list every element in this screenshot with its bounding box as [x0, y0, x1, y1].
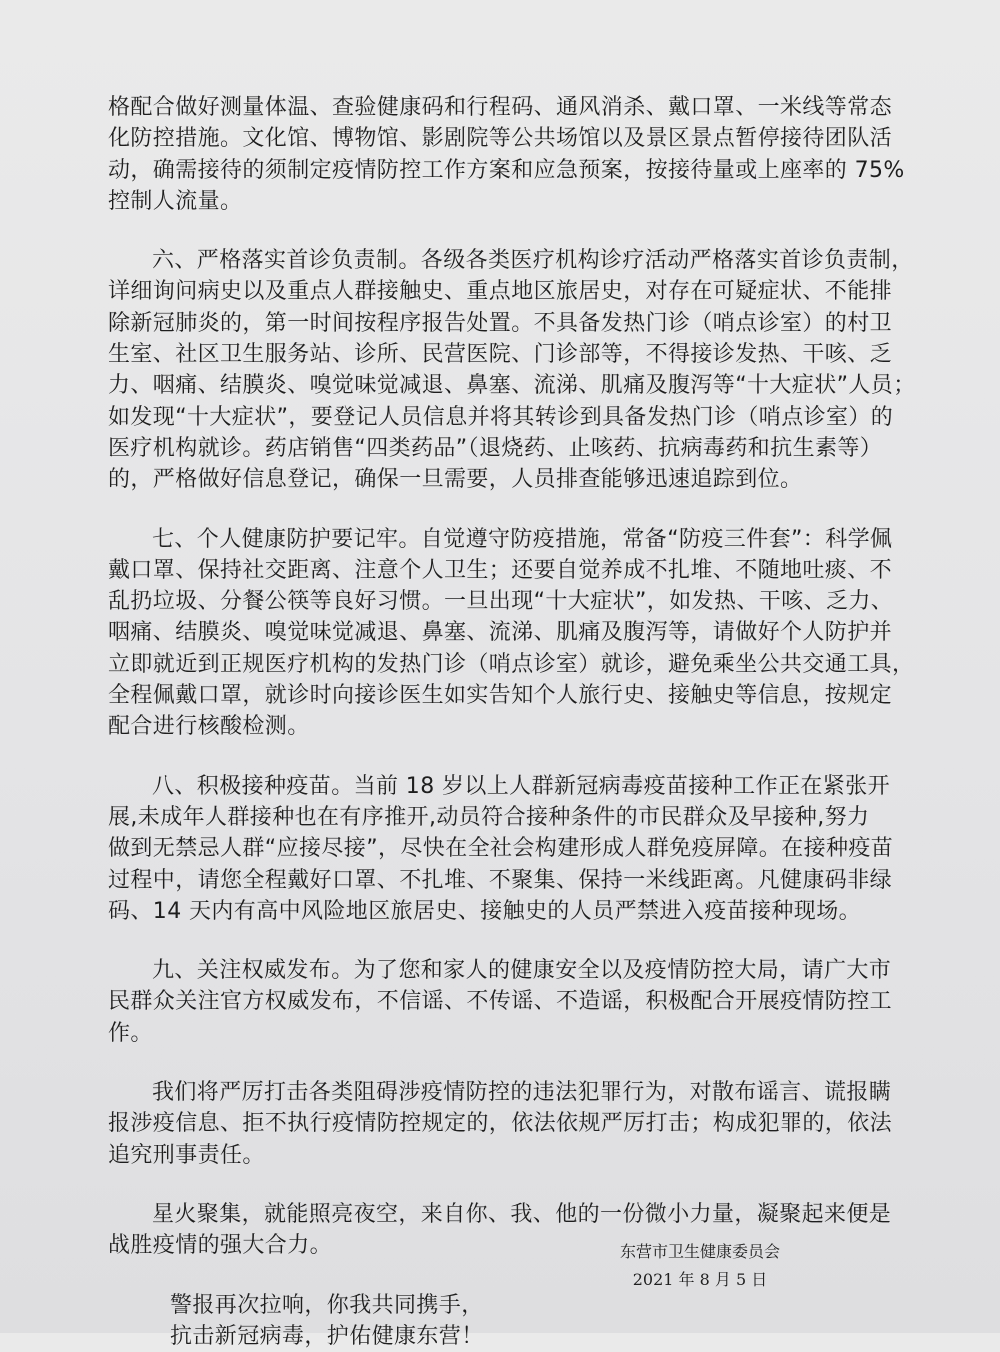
- slogan-line: 警报再次拉响，你我共同携手，: [108, 1290, 868, 1321]
- paragraph-9: [108, 955, 868, 1049]
- text-line: 追究刑事责任。: [108, 1140, 868, 1171]
- text-line: 民群众关注官方权威发布，不信谣、不传谣、不造谣，积极配合开展疫情防控工: [108, 986, 868, 1017]
- text-line: 生室、社区卫生服务站、诊所、民营医院、门诊部等，不得接诊发热、干咳、乏: [108, 339, 868, 370]
- slogan-line: 抗击新冠病毒，护佑健康东营！: [108, 1321, 868, 1352]
- text-line: 七、个人健康防护要记牢。自觉遵守防疫措施，常备“防疫三件套”：科学佩: [108, 524, 868, 555]
- text-line: 全程佩戴口罩，就诊时向接诊医生如实告知个人旅行史、接触史等信息，按规定: [108, 680, 868, 711]
- text-line: 报涉疫信息、拒不执行疫情防控规定的，依法依规严厉打击；构成犯罪的，依法: [108, 1108, 868, 1139]
- issuing-organization: 东营市卫生健康委员会: [600, 1238, 800, 1266]
- issue-date: 2021 年 8 月 5 日: [600, 1266, 800, 1294]
- text-line: 格配合做好测量体温、查验健康码和行程码、通风消杀、戴口罩、一米线等常态: [108, 92, 868, 123]
- text-line: 八、积极接种疫苗。当前 18 岁以上人群新冠病毒疫苗接种工作正在紧张开: [108, 771, 868, 802]
- text-line: 过程中，请您全程戴好口罩、不扎堆、不聚集、保持一米线距离。凡健康码非绿: [108, 865, 868, 896]
- paragraph-8: [108, 771, 868, 927]
- text-line: 控制人流量。: [108, 186, 868, 217]
- paragraph-7: [108, 524, 868, 743]
- text-line: 我们将严厉打击各类阻碍涉疫情防控的违法犯罪行为，对散布谣言、谎报瞒: [108, 1077, 868, 1108]
- text-line: 力、咽痛、结膜炎、嗅觉味觉减退、鼻塞、流涕、肌痛及腹泻等“十大症状”人员；: [108, 370, 868, 401]
- text-line: 配合进行核酸检测。: [108, 711, 868, 742]
- paragraph-6: [108, 245, 868, 495]
- signature-block: [600, 1238, 800, 1294]
- text-line: 码、14 天内有高中风险地区旅居史、接触史的人员严禁进入疫苗接种现场。: [108, 896, 868, 927]
- text-line: 做到无禁忌人群“应接尽接”，尽快在全社会构建形成人群免疫屏障。在接种疫苗: [108, 833, 868, 864]
- text-line: 咽痛、结膜炎、嗅觉味觉减退、鼻塞、流涕、肌痛及腹泻等，请做好个人防护并: [108, 617, 868, 648]
- text-line: 作。: [108, 1018, 868, 1049]
- text-line: 星火聚集，就能照亮夜空，来自你、我、他的一份微小力量，凝聚起来便是: [108, 1199, 868, 1230]
- text-line: 动，确需接待的须制定疫情防控工作方案和应急预案，按接待量或上座率的 75%: [108, 155, 868, 186]
- text-line: 展,未成年人群接种也在有序推开,动员符合接种条件的市民群众及早接种,努力: [108, 802, 868, 833]
- text-line: 的，严格做好信息登记，确保一旦需要，人员排查能够迅速追踪到位。: [108, 464, 868, 495]
- text-line: 详细询问病史以及重点人群接触史、重点地区旅居史，对存在可疑症状、不能排: [108, 276, 868, 307]
- text-line: 戴口罩、保持社交距离、注意个人卫生；还要自觉养成不扎堆、不随地吐痰、不: [108, 555, 868, 586]
- paragraph-10: [108, 1077, 868, 1171]
- text-line: 医疗机构就诊。药店销售“四类药品”（退烧药、止咳药、抗病毒药和抗生素等）: [108, 433, 868, 464]
- text-line: 九、关注权威发布。为了您和家人的健康安全以及疫情防控大局，请广大市: [108, 955, 868, 986]
- text-line: 六、严格落实首诊负责制。各级各类医疗机构诊疗活动严格落实首诊负责制，: [108, 245, 868, 276]
- text-line: 化防控措施。文化馆、博物馆、影剧院等公共场馆以及景区景点暂停接待团队活: [108, 123, 868, 154]
- text-line: 乱扔垃圾、分餐公筷等良好习惯。一旦出现“十大症状”，如发热、干咳、乏力、: [108, 586, 868, 617]
- document-body: [108, 92, 868, 1352]
- closing-slogan: [108, 1290, 868, 1352]
- text-line: 除新冠肺炎的，第一时间按程序报告处置。不具备发热门诊（哨点诊室）的村卫: [108, 308, 868, 339]
- text-line: 战胜疫情的强大合力。: [108, 1230, 868, 1261]
- text-line: 立即就近到正规医疗机构的发热门诊（哨点诊室）就诊，避免乘坐公共交通工具，: [108, 649, 868, 680]
- paragraph-5-continued: [108, 92, 868, 217]
- text-line: 如发现“十大症状”，要登记人员信息并将其转诊到具备发热门诊（哨点诊室）的: [108, 402, 868, 433]
